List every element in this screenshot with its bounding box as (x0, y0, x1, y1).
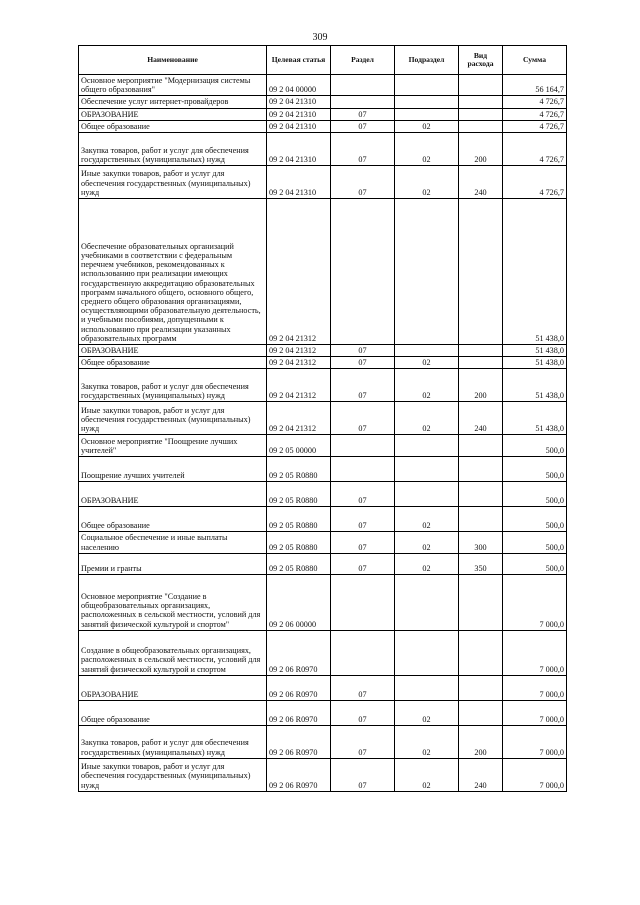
row-expense-type-cell: 200 (459, 132, 503, 165)
header-subsection: Подраздел (395, 46, 459, 75)
row-section-cell: 07 (331, 700, 395, 725)
row-name-cell: Премии и гранты (79, 553, 267, 574)
header-section: Раздел (331, 46, 395, 75)
row-subsection-cell (395, 630, 459, 675)
row-amount-cell: 51 438,0 (503, 357, 567, 369)
row-name-cell: ОБРАЗОВАНИЕ (79, 344, 267, 356)
row-expense-type-cell (459, 457, 503, 482)
row-amount-cell: 56 164,7 (503, 75, 567, 96)
row-amount-cell: 7 000,0 (503, 574, 567, 630)
row-subsection-cell: 02 (395, 165, 459, 198)
row-name-cell: Создание в общеобразовательных организациях, расположенных в сельской местности, условий для занятий физической культурой и спортом (79, 630, 267, 675)
row-section-cell: 07 (331, 482, 395, 507)
row-target-cell: 09 2 04 21310 (267, 120, 331, 132)
table-row (79, 457, 567, 482)
table-row (79, 435, 567, 457)
row-subsection-cell (395, 574, 459, 630)
row-expense-type-cell (459, 700, 503, 725)
row-name-cell: Поощрение лучших учителей (79, 457, 267, 482)
table-row (79, 675, 567, 700)
row-amount-cell: 51 438,0 (503, 344, 567, 356)
row-amount-cell: 500,0 (503, 532, 567, 553)
row-expense-type-cell (459, 675, 503, 700)
table-row (79, 758, 567, 791)
row-target-cell: 09 2 05 R0880 (267, 457, 331, 482)
row-subsection-cell (395, 198, 459, 344)
row-name-cell: Закупка товаров, работ и услуг для обеспечения государственных (муниципальных) нужд (79, 132, 267, 165)
table-row (79, 725, 567, 758)
row-subsection-cell: 02 (395, 369, 459, 402)
row-target-cell: 09 2 06 R0970 (267, 630, 331, 675)
row-section-cell (331, 630, 395, 675)
row-section-cell (331, 75, 395, 96)
row-section-cell: 07 (331, 369, 395, 402)
row-subsection-cell (395, 108, 459, 120)
row-subsection-cell: 02 (395, 532, 459, 553)
row-target-cell: 09 2 05 00000 (267, 435, 331, 457)
row-amount-cell: 51 438,0 (503, 198, 567, 344)
row-name-cell: Общее образование (79, 357, 267, 369)
row-section-cell (331, 435, 395, 457)
table-row (79, 165, 567, 198)
row-name-cell: Основное мероприятие "Поощрение лучших учителей" (79, 435, 267, 457)
row-expense-type-cell (459, 435, 503, 457)
row-name-cell: ОБРАЗОВАНИЕ (79, 675, 267, 700)
row-subsection-cell: 02 (395, 357, 459, 369)
row-section-cell (331, 198, 395, 344)
header-name: Наименование (79, 46, 267, 75)
row-target-cell: 09 2 04 21312 (267, 357, 331, 369)
table-row (79, 344, 567, 356)
row-target-cell: 09 2 06 00000 (267, 574, 331, 630)
row-expense-type-cell: 350 (459, 553, 503, 574)
row-expense-type-cell: 240 (459, 165, 503, 198)
row-name-cell: Основное мероприятие "Создание в общеобразовательных организациях, расположенных в сельской местности, условий для занятий физической культурой и спортом" (79, 574, 267, 630)
table-row (79, 369, 567, 402)
row-subsection-cell: 02 (395, 402, 459, 435)
row-target-cell: 09 2 06 R0970 (267, 700, 331, 725)
row-section-cell: 07 (331, 507, 395, 532)
row-section-cell: 07 (331, 357, 395, 369)
row-section-cell: 07 (331, 165, 395, 198)
row-expense-type-cell (459, 574, 503, 630)
row-name-cell: Основное мероприятие "Модернизация системы общего образования" (79, 75, 267, 96)
row-subsection-cell (395, 482, 459, 507)
row-target-cell: 09 2 04 21310 (267, 132, 331, 165)
row-target-cell: 09 2 04 21312 (267, 344, 331, 356)
row-section-cell: 07 (331, 344, 395, 356)
row-name-cell: Иные закупки товаров, работ и услуг для обеспечения государственных (муниципальных) нужд (79, 402, 267, 435)
row-amount-cell: 500,0 (503, 457, 567, 482)
row-section-cell: 07 (331, 758, 395, 791)
row-expense-type-cell: 300 (459, 532, 503, 553)
row-name-cell: ОБРАЗОВАНИЕ (79, 482, 267, 507)
row-amount-cell: 4 726,7 (503, 165, 567, 198)
row-subsection-cell (395, 96, 459, 108)
row-section-cell (331, 574, 395, 630)
row-target-cell: 09 2 06 R0970 (267, 725, 331, 758)
table-row (79, 574, 567, 630)
row-name-cell: Общее образование (79, 700, 267, 725)
row-subsection-cell: 02 (395, 120, 459, 132)
row-target-cell: 09 2 05 R0880 (267, 553, 331, 574)
row-target-cell: 09 2 05 R0880 (267, 532, 331, 553)
row-subsection-cell (395, 75, 459, 96)
table-body (79, 75, 567, 792)
row-section-cell: 07 (331, 532, 395, 553)
row-name-cell: Обеспечение образовательных организаций учебниками в соответствии с федеральным перечнем учебников, рекомендованных к использованию при реализации имеющих государственную аккредитацию образовательных программ начального общего, основного общего, среднего общего образования организациями, осуществляющими образовательную деятельность, и учебными пособиями, допущенными к использованию при реализации указанных образовательных программ (79, 198, 267, 344)
row-expense-type-cell: 200 (459, 725, 503, 758)
row-expense-type-cell: 200 (459, 369, 503, 402)
header-amount: Сумма (503, 46, 567, 75)
budget-table (78, 45, 567, 792)
row-subsection-cell: 02 (395, 507, 459, 532)
row-expense-type-cell (459, 75, 503, 96)
row-expense-type-cell (459, 357, 503, 369)
row-amount-cell: 4 726,7 (503, 132, 567, 165)
table-row (79, 120, 567, 132)
row-expense-type-cell (459, 108, 503, 120)
table-row (79, 532, 567, 553)
row-amount-cell: 7 000,0 (503, 758, 567, 791)
row-target-cell: 09 2 06 R0970 (267, 675, 331, 700)
row-amount-cell: 7 000,0 (503, 725, 567, 758)
table-row (79, 108, 567, 120)
row-name-cell: Иные закупки товаров, работ и услуг для обеспечения государственных (муниципальных) нужд (79, 758, 267, 791)
row-target-cell: 09 2 04 21310 (267, 96, 331, 108)
table-row (79, 198, 567, 344)
row-amount-cell: 7 000,0 (503, 630, 567, 675)
row-expense-type-cell: 240 (459, 402, 503, 435)
row-amount-cell: 500,0 (503, 507, 567, 532)
table-row (79, 96, 567, 108)
table-row (79, 402, 567, 435)
row-amount-cell: 51 438,0 (503, 369, 567, 402)
row-section-cell: 07 (331, 675, 395, 700)
row-expense-type-cell: 240 (459, 758, 503, 791)
row-subsection-cell: 02 (395, 132, 459, 165)
row-expense-type-cell (459, 96, 503, 108)
table-row (79, 357, 567, 369)
row-section-cell: 07 (331, 120, 395, 132)
row-expense-type-cell (459, 507, 503, 532)
row-amount-cell: 7 000,0 (503, 700, 567, 725)
row-section-cell: 07 (331, 725, 395, 758)
row-expense-type-cell (459, 198, 503, 344)
row-target-cell: 09 2 04 21312 (267, 198, 331, 344)
row-amount-cell: 4 726,7 (503, 96, 567, 108)
row-name-cell: Социальное обеспечение и иные выплаты населению (79, 532, 267, 553)
row-name-cell: Иные закупки товаров, работ и услуг для обеспечения государственных (муниципальных) нужд (79, 165, 267, 198)
table-row (79, 75, 567, 96)
row-target-cell: 09 2 04 21312 (267, 369, 331, 402)
table-row (79, 132, 567, 165)
page-number: 309 (312, 32, 328, 43)
row-amount-cell: 4 726,7 (503, 108, 567, 120)
table-row (79, 700, 567, 725)
row-target-cell: 09 2 05 R0880 (267, 507, 331, 532)
row-amount-cell: 500,0 (503, 435, 567, 457)
row-section-cell (331, 96, 395, 108)
row-target-cell: 09 2 04 00000 (267, 75, 331, 96)
row-name-cell: Обеспечение услуг интернет-провайдеров (79, 96, 267, 108)
row-section-cell: 07 (331, 132, 395, 165)
row-subsection-cell (395, 457, 459, 482)
row-name-cell: Закупка товаров, работ и услуг для обеспечения государственных (муниципальных) нужд (79, 369, 267, 402)
row-subsection-cell: 02 (395, 700, 459, 725)
row-subsection-cell (395, 435, 459, 457)
row-section-cell (331, 457, 395, 482)
table-row (79, 630, 567, 675)
row-section-cell: 07 (331, 402, 395, 435)
row-subsection-cell: 02 (395, 758, 459, 791)
row-subsection-cell: 02 (395, 725, 459, 758)
row-target-cell: 09 2 04 21310 (267, 165, 331, 198)
row-target-cell: 09 2 04 21310 (267, 108, 331, 120)
row-name-cell: ОБРАЗОВАНИЕ (79, 108, 267, 120)
row-amount-cell: 500,0 (503, 482, 567, 507)
row-name-cell: Закупка товаров, работ и услуг для обеспечения государственных (муниципальных) нужд (79, 725, 267, 758)
row-subsection-cell (395, 344, 459, 356)
table-row (79, 507, 567, 532)
row-target-cell: 09 2 05 R0880 (267, 482, 331, 507)
row-target-cell: 09 2 06 R0970 (267, 758, 331, 791)
row-target-cell: 09 2 04 21312 (267, 402, 331, 435)
row-amount-cell: 500,0 (503, 553, 567, 574)
row-subsection-cell: 02 (395, 553, 459, 574)
header-expense-type: Вид расхода (459, 46, 503, 75)
table-row (79, 553, 567, 574)
header-target: Целевая статья (267, 46, 331, 75)
row-subsection-cell (395, 675, 459, 700)
row-amount-cell: 51 438,0 (503, 402, 567, 435)
row-expense-type-cell (459, 482, 503, 507)
table-row (79, 482, 567, 507)
row-name-cell: Общее образование (79, 120, 267, 132)
row-expense-type-cell (459, 344, 503, 356)
row-amount-cell: 4 726,7 (503, 120, 567, 132)
row-expense-type-cell (459, 120, 503, 132)
row-amount-cell: 7 000,0 (503, 675, 567, 700)
row-section-cell: 07 (331, 108, 395, 120)
table-header-row (79, 46, 567, 75)
row-name-cell: Общее образование (79, 507, 267, 532)
row-expense-type-cell (459, 630, 503, 675)
row-section-cell: 07 (331, 553, 395, 574)
